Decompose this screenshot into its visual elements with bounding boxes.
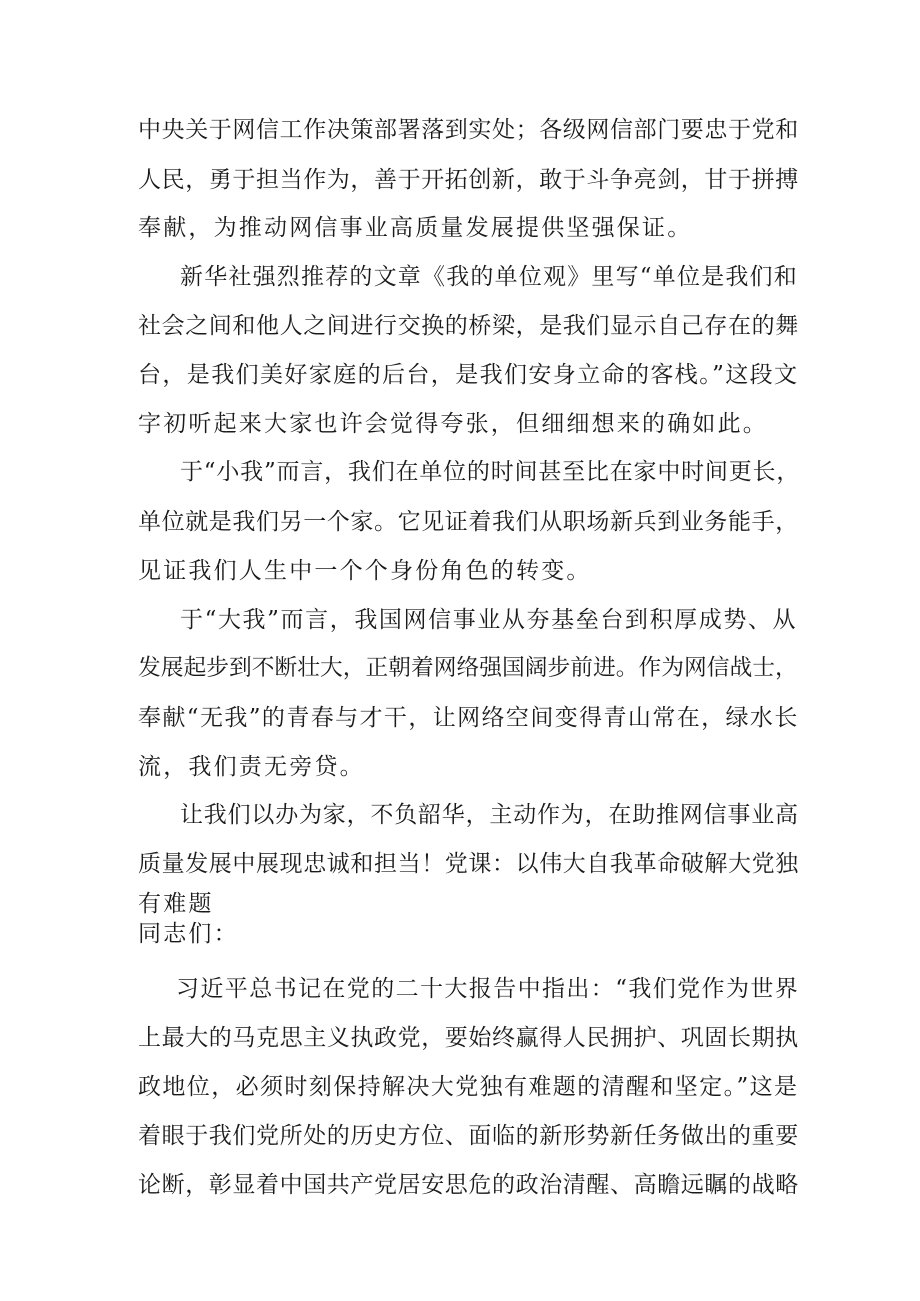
text-line: 论断，彰显着中国共产党居安思危的政治清醒、高瞻远瞩的战略: [138, 1172, 799, 1198]
text-line: 人民，勇于担当作为，善于开拓创新，敢于斗争亮剑，甘于拼搏: [138, 167, 799, 193]
text-line: 奉献“无我”的青春与才干，让网络空间变得青山常在，绿水长: [138, 705, 799, 731]
text-line: 有难题: [138, 891, 214, 917]
text-line: 发展起步到不断壮大，正朝着网络强国阔步前进。作为网信战士，: [138, 655, 798, 681]
text-line: 单位就是我们另一个家。它见证着我们从职场新兵到业务能手，: [138, 509, 799, 535]
text-line: 着眼于我们党所处的历史方位、面临的新形势新任务做出的重要: [138, 1123, 799, 1149]
text-line: 字初听起来大家也许会觉得夸张，但细细想来的确如此。: [138, 411, 768, 437]
text-line: 上最大的马克思主义执政党，要始终赢得人民拥护、巩固长期执: [138, 1025, 799, 1051]
text-line: 中央关于网信工作决策部署落到实处；各级网信部门要忠于党和: [138, 117, 799, 143]
text-line: 台，是我们美好家庭的后台，是我们安身立命的客栈。”这段文: [138, 362, 799, 388]
text-line: 质量发展中展现忠诚和担当！党课：以伟大自我革命破解大党独: [138, 851, 799, 877]
text-line: 于“大我”而言，我国网信事业从夯基垒台到积厚成势、从: [180, 607, 798, 633]
text-line: 流，我们责无旁贷。: [138, 754, 365, 780]
text-line: 同志们：: [138, 921, 239, 947]
text-line: 社会之间和他人之间进行交换的桥梁，是我们显示自己存在的舞: [138, 313, 799, 339]
text-line: 于“小我”而言，我们在单位的时间甚至比在家中时间更长，: [180, 459, 801, 485]
text-line: 奉献，为推动网信事业高质量发展提供坚强保证。: [138, 215, 693, 241]
text-line: 习近平总书记在党的二十大报告中指出：“我们党作为世界: [176, 976, 800, 1002]
text-line: 政地位，必须时刻保持解决大党独有难题的清醒和坚定。”这是: [138, 1074, 799, 1100]
text-line: 见证我们人生中一个个身份角色的转变。: [138, 558, 592, 584]
text-line: 新华社强烈推荐的文章《我的单位观》里写“单位是我们和: [180, 264, 798, 290]
text-line: 让我们以办为家，不负韶华，主动作为，在助推网信事业高: [180, 802, 799, 828]
